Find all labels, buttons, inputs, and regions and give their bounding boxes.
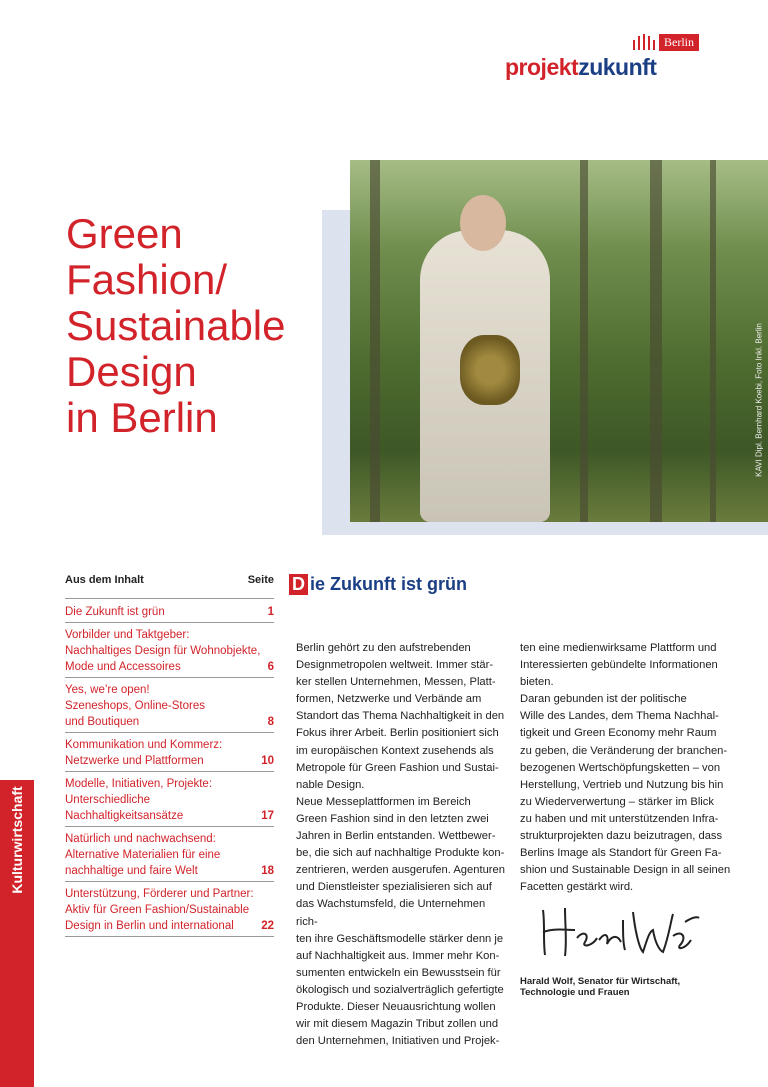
necklace <box>460 335 520 405</box>
toc-item[interactable] <box>65 831 274 882</box>
toc-item-label: Unterstützung, Förderer und Partner: Aktiv für Green Fashion/Sustainable Design in Berlin und international <box>65 888 254 932</box>
article-heading-text: ie Zukunft ist grün <box>310 574 467 594</box>
toc-header-page: Seite <box>247 574 274 586</box>
toc-item[interactable] <box>65 776 274 827</box>
article-column-1: Berlin gehört zu den aufstrebenden Designmetropolen weltweit. Immer stär- ker stellen Unternehmen, Messen, Platt- formen, Netzwerke und Verbände am Standort das Thema Nachhaltigkeit in den Fokus ihrer Arbeit. Berlin positioniert sich im europäischen Kontext zusehends als Metropole für Green Fashion und Sustai- nable Design. Neue Messeplattformen im Bereich Green Fashion sind in den letzten zwei Jahren in Berlin entstanden. Wettbewer- be, die sich auf nachhaltige Produkte kon- zentrieren, werden ausgerufen. Agenturen und Dienstleister spezialisieren sich auf das Wachstumsfeld, die Unternehmen rich- ten ihre Geschäftsmodelle stärker denn je auf Nachhaltigkeit aus. Immer mehr Kon- sumenten entwickeln ein Bewusstsein für ökologisch und sozialverträglich gefertigte Produkte. Dieser Neuausrichtung wollen wir mit diesem Magazin Tribut zollen und den Unternehmen, Initiativen und Projek- <box>296 642 505 1048</box>
toc-item-page: 1 <box>267 606 274 618</box>
toc-item-label: Kommunikation und Kommerz: Netzwerke und Plattformen <box>65 739 223 767</box>
title-line: Green <box>66 210 183 257</box>
logo-wordmark: projektzukunft <box>505 54 657 80</box>
sidebar-label: Kulturwirtschaft <box>9 786 25 894</box>
title-line: Fashion/ <box>66 256 228 303</box>
toc-item-page: 18 <box>261 865 274 877</box>
toc-item[interactable] <box>65 737 274 772</box>
title-line: in Berlin <box>66 394 218 441</box>
toc-item-label: Die Zukunft ist grün <box>65 606 165 618</box>
brandenburg-gate-icon <box>633 34 657 50</box>
toc-item-label: Vorbilder und Taktgeber: Nachhaltiges Design für Wohnobjekte, Mode und Accessoires <box>65 629 261 673</box>
photo-credit: KAVI Dipl. Bernhard Koebi, Foto Inkl. Berlin <box>754 323 764 477</box>
toc-header-label: Aus dem Inhalt <box>65 574 144 586</box>
table-of-contents <box>65 574 274 941</box>
article-column-2: ten eine medienwirksame Plattform und Interessierten gebündelte Informationen bieten. Daran gebunden ist der politische Wille des Landes, dem Thema Nachhal- tigkeit und Green Economy mehr Raum zu geben, die Veränderung der branchen- bezogenen Wertschöpfungsketten – von Herstellung, Vertrieb und Nutzung bis hin zu Wiederverwertung – stärker im Blick zu haben und mit unterstützenden Infra- strukturprojekten dazu beizutragen, dass Berlins Image als Standort für Green Fa- shion und Sustainable Design in all seinen Facetten gestärkt wird. <box>520 642 731 894</box>
logo-berlin-badge: Berlin <box>659 34 699 51</box>
toc-item-label: Modelle, Initiativen, Projekte: Unterschiedliche Nachhaltigkeitsansätze <box>65 778 213 822</box>
title-line: Sustainable <box>66 302 286 349</box>
signatory: Harald Wolf, Senator für Wirtschaft, Technologie und Frauen <box>520 976 681 998</box>
logo <box>505 30 705 86</box>
model-head <box>460 195 506 251</box>
toc-item-label: Yes, we’re open! Szeneshops, Online-Stores und Boutiquen <box>65 684 205 728</box>
signature <box>535 900 700 960</box>
toc-item[interactable] <box>65 604 274 623</box>
toc-item-page: 22 <box>261 920 274 932</box>
toc-item-page: 17 <box>261 810 274 822</box>
toc-item-page: 6 <box>267 661 274 673</box>
toc-item[interactable] <box>65 886 274 937</box>
cover-photo <box>350 160 768 522</box>
toc-item-page: 10 <box>261 755 274 767</box>
toc-item[interactable] <box>65 682 274 733</box>
toc-item-label: Natürlich und nachwachsend: Alternative Materialien für eine nachhaltige und faire Welt <box>65 833 221 877</box>
title-line: Design <box>66 348 197 395</box>
toc-item[interactable] <box>65 627 274 678</box>
page-title <box>66 211 286 441</box>
article-heading <box>289 574 729 595</box>
toc-header <box>65 574 274 599</box>
drop-letter: D <box>289 574 308 595</box>
toc-item-page: 8 <box>267 716 274 728</box>
